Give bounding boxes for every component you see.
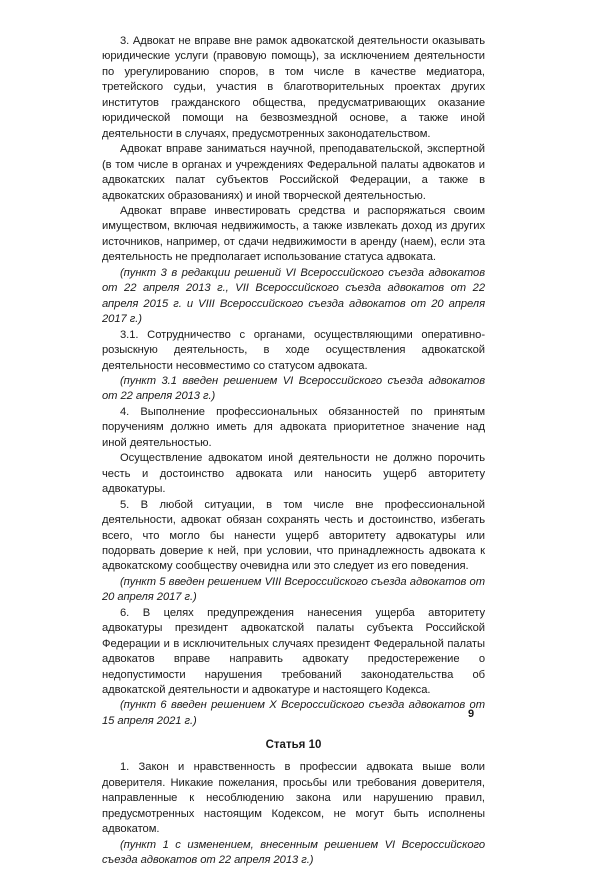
paragraph: 4. Выполнение профессиональных обязанностей по принятым поручениям должно иметь для адвоката приоритетное значение над иной деятельностью. xyxy=(102,405,485,449)
amendment-note: (пункт 3.1 введен решением VI Всероссийского съезда адвокатов от 22 апреля 2013 г.) xyxy=(102,374,485,403)
paragraph: 3.1. Сотрудничество с органами, осуществляющими оперативно-розыскную деятельность, в ходе осуществления адвокатской деятельности несовместимо со статусом адвоката. xyxy=(102,328,485,372)
amendment-note: (пункт 3 в редакции решений VI Всероссийского съезда адвокатов от 22 апреля 2013 г., VII Всероссийского съезда адвокатов от 22 апреля 2015 г. и VIII Всероссийского съезда адвокатов от 20 апреля 2017 г.) xyxy=(102,266,485,326)
amendment-note: (пункт 1 с изменением, внесенным решением VI Всероссийского съезда адвокатов от 22 апреля 2013 г.) xyxy=(102,838,485,867)
page-number: 9 xyxy=(468,708,475,720)
article-10-body xyxy=(102,760,485,868)
document-page xyxy=(102,34,485,869)
article-9-continuation xyxy=(102,34,485,729)
amendment-note: (пункт 5 введен решением VIII Всероссийского съезда адвокатов от 20 апреля 2017 г.) xyxy=(102,575,485,604)
paragraph: 6. В целях предупреждения нанесения ущерба авторитету адвокатуры президент адвокатской палаты субъекта Российской Федерации и в исключительных случаях президент Федеральной палаты адвокатов вправе направить адвокату предостережение о недопустимости нарушения требований законодательства об адвокатской деятельности и адвокатуре и настоящего Кодекса. xyxy=(102,606,485,697)
amendment-note: (пункт 6 введен решением X Всероссийского съезда адвокатов от 15 апреля 2021 г.) xyxy=(102,699,485,727)
paragraph: 1. Закон и нравственность в профессии адвоката выше воли доверителя. Никакие пожелания, просьбы или требования доверителя, направленные к несоблюдению закона или нарушению правил, предусмотренных настоящим Кодексом, не могут быть исполнены адвокатом. xyxy=(102,761,485,836)
paragraph: 5. В любой ситуации, в том числе вне профессиональной деятельности, адвокат обязан сохранять честь и достоинство, избегать всего, что могло бы нанести ущерб авторитету адвокатуры или подорвать доверие к ней, при условии, что принадлежность адвоката к адвокатскому сообществу очевидна или это следует из его поведения. xyxy=(102,498,485,573)
article-heading: Статья 10 xyxy=(265,739,322,752)
paragraph: Адвокат вправе заниматься научной, преподавательской, экспертной (в том числе в органах и учреждениях Федеральной палаты адвокатов и адвокатских палат субъектов Российской Федерации, а также в адвокатских образованиях) и иной творческой деятельностью. xyxy=(102,143,485,202)
paragraph: Адвокат вправе инвестировать средства и распоряжаться своим имуществом, включая недвижимость, а также извлекать доход из других источников, например, от сдачи недвижимости в аренду (наем), если эта деятельность не предполагает использование статуса адвоката. xyxy=(102,204,485,264)
paragraph: 3. Адвокат не вправе вне рамок адвокатской деятельности оказывать юридические услуги (правовую помощь), за исключением деятельности по урегулированию споров, в том числе в качестве медиатора, третейского судьи, участия в благотворительных проектах других институтов гражданского общества, предусматривающих оказание юридической помощи на безвозмездной основе, а также иной деятельности в случаях, предусмотренных законодательством. xyxy=(102,35,485,140)
paragraph: Осуществление адвокатом иной деятельности не должно порочить честь и достоинство адвоката или наносить ущерб авторитету адвокатуры. xyxy=(102,452,485,496)
